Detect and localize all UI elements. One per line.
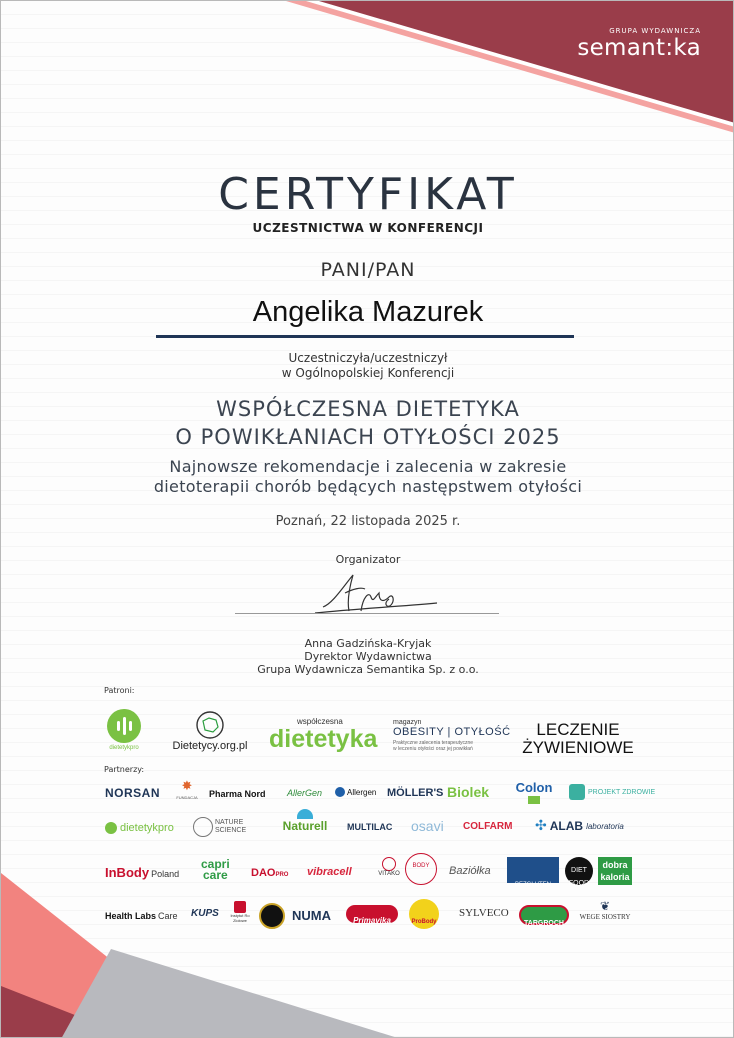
name-underline [156,335,574,338]
partner-colon-c [511,781,557,805]
certificate-title: CERTYFIKAT [218,169,518,220]
partner-dobra-kaloria [598,857,632,885]
partner-capri-care [201,859,230,881]
dietetykpro-small-icon [105,822,117,834]
wege-siostry-label: WEGE SIOSTRY [579,913,631,921]
partner-baziolka: Baziółka [449,865,491,877]
poland-map-icon [195,710,225,740]
conference-title-2: O POWIKŁANIACH OTYŁOŚCI 2025 [175,425,561,449]
organizer-label: Organizator [335,553,401,566]
partner-targroch [519,905,569,925]
partner-multilac: MULTILAC [347,822,393,832]
vbody-label: BODY [412,863,430,869]
inbody-poland: Poland [151,869,180,879]
patron-leczenie-zywieniowe [519,719,637,759]
vitako-label: VITAKO [378,871,400,877]
alab-icon: ✣ [535,818,547,834]
dao-pro: PRO [275,872,289,878]
salutation: PANI/PAN [320,259,416,281]
naturell-label: Naturell [282,819,328,833]
bezgluten-label: BEZGLUTEN [514,882,551,888]
naturell-icon [297,809,313,819]
dietetykpro-icon [107,709,141,743]
health-labs-label: Health Labs [105,911,157,921]
partner-dietetykpro-2 [105,822,174,834]
conference-topic-1: Najnowsze rekomendacje i zalecenia w zakresie [169,457,567,476]
brand-small-text: GRUPA WYDAWNICZA [609,27,701,35]
nature-science-icon [193,817,213,837]
wd-small: współczesna [297,716,343,726]
instytut-label: Instytut Ro Ziołowe [230,913,250,923]
instytut-icon [234,901,246,913]
partner-norsan: NORSAN [105,786,161,800]
partner-naturell [277,809,333,839]
organizer-signature-block [1,637,734,676]
dietetykpro-label: dietetykpro [109,745,139,751]
obesity-sub-1: Praktyczne zalecenia terapeutyczne [393,739,474,746]
partner-instytut [227,901,253,923]
patron-dietetycy-org [167,707,253,755]
organizer-company: Grupa Wydawnicza Semantika Sp. z o.o. [257,663,479,676]
alab-sub: laboratoria [586,821,624,831]
patron-wspolczesna-dietetyka [269,711,381,757]
conference-topic-2: dietoterapii chorób będących następstwem otyłości [153,477,583,496]
colon-label: Colon [515,780,553,795]
partner-diet-food [565,857,593,885]
leczenie-line-1: LECZENIE [536,720,620,739]
wd-big: dietetyka [269,724,378,753]
partner-vibracell: vibracell [307,866,352,878]
nature-science-label: NATURE SCIENCE [215,819,247,834]
partner-pharma-nord: Pharma Nord [209,789,266,799]
partners-label: Partnerzy: [104,765,145,774]
participation-line-1: Uczestniczyła/uczestniczył [288,351,448,365]
zdrowie-icon [569,784,585,800]
partner-allergen: AllerGen [287,788,323,798]
patron-dietetykpro [101,703,147,757]
targroch-label: TARGROCH [524,920,564,927]
certificate-subtitle: UCZESTNICTWA W KONFERENCJI [252,221,484,235]
fundacja-icon: ✸ [181,779,193,794]
partner-colfarm: COLFARM [463,821,513,832]
participation-text [1,351,734,381]
organizer-role: Dyrektor Wydawnictwa [304,650,432,663]
partner-daopro [251,867,288,879]
partner-nature-science [193,817,253,837]
dietetycy-label: Dietetycy.org.pl [172,740,248,752]
health-labs-care: Care [158,911,178,921]
partner-vbody [405,853,437,885]
conference-title-1: WSPÓŁCZESNA DIETETYKA [216,397,520,421]
signature [313,567,443,619]
partner-bezgluten [507,857,559,888]
signature-line [235,613,499,614]
partner-fundacja [175,779,199,803]
partner-allergen-lab [335,787,376,797]
partner-osavi: osavi [411,818,444,834]
inbody-label: InBody [105,865,150,880]
partner-wege-siostry [575,899,635,921]
care-label: care [202,868,228,882]
partner-projekt-zdrowie [569,784,655,800]
primavika-label: Primavika [353,916,391,925]
obesity-sub-2: w leczeniu otyłości oraz jej powikłań [393,745,473,752]
partner-kups: KUPS [191,908,219,919]
partner-sylveco: SYLVECO [459,907,509,919]
zdrowie-label: PROJEKT ZDROWIE [588,788,656,796]
vitako-icon [382,857,396,871]
brand-name: semant:ka [577,35,701,61]
partner-health-labs [105,911,178,921]
partner-biolek: Biolek [447,784,490,800]
partner-inbody [105,865,179,880]
partner-mollers: MÖLLER'S [387,787,444,799]
capri-label: capri [201,857,230,871]
partner-alab [535,818,624,834]
dietetykpro-small-label: dietetykpro [120,822,174,834]
obesity-small: magazyn [393,718,422,726]
dobra-label: dobra [602,860,628,870]
partner-probody [409,899,439,929]
partner-primavika [346,905,398,923]
fundacja-label: FUNDACJA [176,795,198,800]
partner-emblem [259,903,285,929]
wege-siostry-icon: ❦ [599,899,611,913]
kaloria-label: kaloria [600,872,630,882]
patrons-label: Patroni: [104,686,135,695]
semantika-logo [577,27,701,61]
recipient-name: Angelika Mazurek [252,296,484,328]
dao-label: DAO [251,867,276,879]
probody-label: ProBody [411,919,437,925]
event-date: Poznań, 22 listopada 2025 r. [275,514,461,529]
patron-obesity-magazine [393,713,517,757]
allergen-lab-label: Allergen [347,787,377,797]
participation-line-2: w Ogólnopolskiej Konferencji [281,366,455,380]
leczenie-line-2: ŻYWIENIOWE [522,738,634,757]
obesity-main: OBESITY | OTYŁOŚĆ [393,725,511,738]
organizer-name: Anna Gadzińska-Kryjak [304,637,432,650]
diet-food-label: DIET FOOD [568,867,590,887]
alab-label: ALAB [549,819,584,833]
allergen-icon [335,787,345,797]
partner-vitako [373,857,405,877]
partner-numa: NUMA [292,908,331,923]
colon-badge [528,796,540,804]
